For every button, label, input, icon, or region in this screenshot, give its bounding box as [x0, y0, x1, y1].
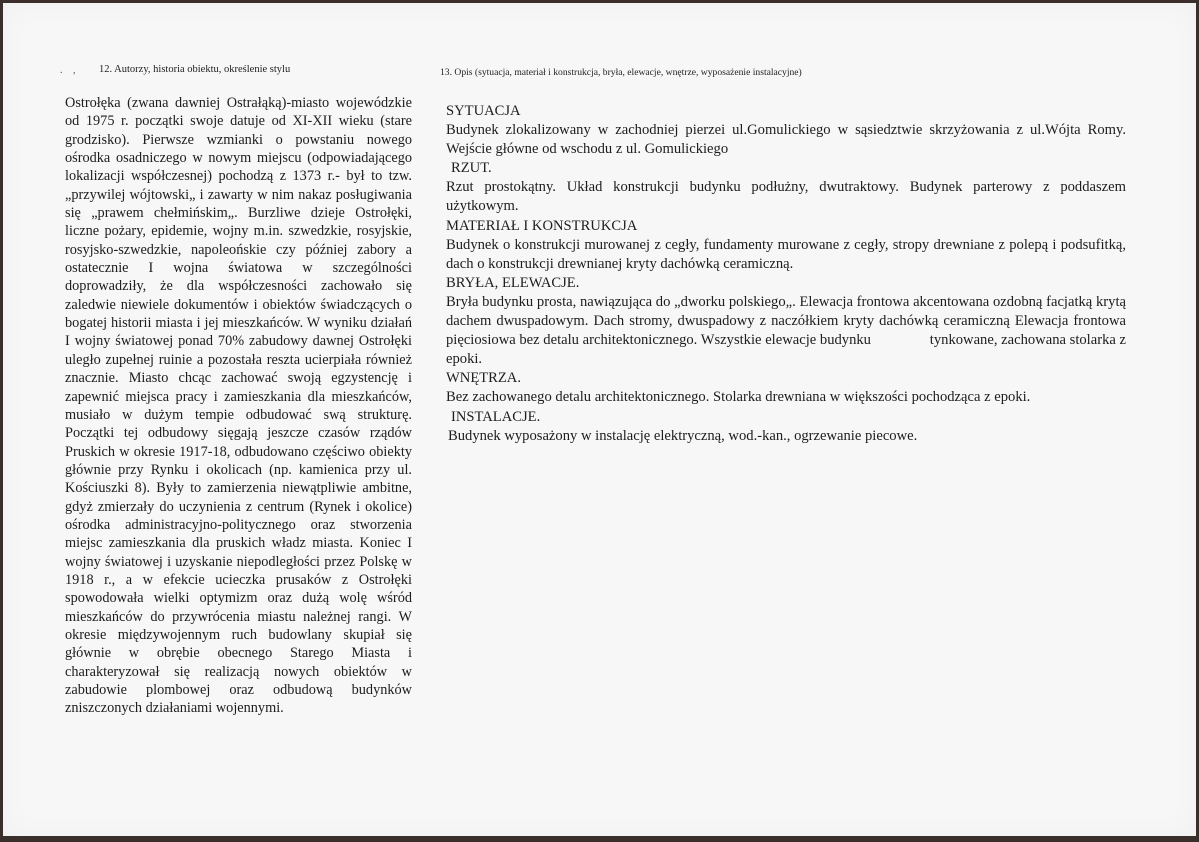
- scan-marks: . ,: [60, 65, 80, 76]
- heading-rzut: RZUT.: [451, 160, 492, 177]
- text-bryla: Bryła budynku prosta, nawiązująca do „dworku polskiego„. Elewacja frontowa akcentowana ozdobną facjatką krytą dachem dwuspadowym. Dach stromy, dwuspadowy z naczółkiem kryty dachówką ceramiczną Elewacja frontowa pięciosiowa bez detalu architektonicznego. Wszystkie elewacje budynku tynkowane, zachowana stolarka z epoki.: [446, 293, 1134, 368]
- scan-bottom-edge: [0, 836, 1199, 842]
- text-sytuacja: Budynek zlokalizowany w zachodniej pierzei ul.Gomulickiego w sąsiedztwie skrzyżowania z ul.Wójta Romy. Wejście główne od wschodu z ul. Gomulickiego: [446, 122, 1126, 158]
- section-13-header: 13. Opis (sytuacja, materiał i konstrukcja, bryła, elewacje, wnętrze, wyposażenie instalacyjne): [440, 67, 802, 78]
- text-instalacje: Budynek wyposażony w instalację elektryczną, wod.-kan., ogrzewanie piecowe.: [448, 427, 918, 444]
- heading-wnetrza: WNĘTRZA.: [446, 370, 521, 387]
- heading-bryla: BRYŁA, ELEWACJE.: [446, 274, 580, 291]
- description-column: [446, 102, 1134, 446]
- heading-material: MATERIAŁ I KONSTRUKCJA: [446, 217, 638, 234]
- section-12-header: 12. Autorzy, historia obiektu, określenie stylu: [99, 64, 291, 75]
- history-column: [65, 94, 412, 718]
- text-wnetrza: Bez zachowanego detalu architektonicznego. Stolarka drewniana w większości pochodząca z epoki.: [446, 389, 1031, 406]
- heading-instalacje: INSTALACJE.: [451, 408, 541, 425]
- history-body: Ostrołęka (zwana dawniej Ostrałąką)-miasto wojewódzkie od 1975 r. początki swoje datuje od XI-XII wieku (stare grodzisko). Pierwsze wzmianki o powstaniu nowego ośrodka osadniczego w nowym miejscu (odpowiadającego lokalizacji współczesnej) pochodzą z 1373 r.- był to tzw.„przywilej wójtowski„ i zawarty w nim nakaz posługiwania się „prawem chełmińskim„. Burzliwe dzieje Ostrołęki, liczne pożary, epidemie, wojny m.in. szwedzkie, rosyjskie, rosyjsko-szwedzkie, napoleońskie czy później zabory a ostatecznie I wojna światowa w szczególności doprowadziły, że dla współczesności zachowało się zaledwie niewiele dokumentów i obiektów świadczących o bogatej historii miasta i jej mieszkańców. W wyniku działań I wojny światowej ponad 70% zabudowy dawnej Ostrołęki uległo zupełnej ruinie a pozostała reszta ucierpiała również znacznie. Miasto chcąc zachować swoją egzystencję i zapewnić miejsca pracy i zamieszkania dla mieszkańców, musiało w dużym tempie odbudować swą strukturę. Początki tej odbudowy sięgają jeszcze czasów rządów Pruskich w okresie 1917-18, odbudowano częściwo obiekty głównie przy Rynku i okolicach (np. kamienica przy ul. Kościuszki 8). Były to zamierzenia niewątpliwie ambitne, gdyż zmierzały do uczynienia z centrum (Rynek i okolice) ośrodka administracyjno-politycznego oraz stworzenia miejsc zamieszkania dla pruskich władz miasta. Koniec I wojny światowej i uzyskanie niepodległości przez Polskę w 1918 r., a w efekcie ucieczka prusaków z Ostrołęki spowodowała wielki optymizm oraz dużą wolę wśród mieszkańców do przywrócenia miastu należnej rangi. W okresie międzywojennym ruch budowlany skupiał się głównie w obrębie obecnego Starego Miasta i charakteryzował się realizacją nowych obiektów w zabudowie plombowej oraz odbudową budynków zniszczonych działaniami wojennymi.: [65, 95, 412, 717]
- heading-sytuacja: SYTUACJA: [446, 103, 521, 119]
- text-material: Budynek o konstrukcji murowanej z cegły, fundamenty murowane z cegły, stropy drewniane z polepą i podsufitką, dach o konstrukcji drewnianej kryty dachówką ceramiczną.: [446, 236, 1126, 272]
- text-rzut: Rzut prostokątny. Układ konstrukcji budynku podłużny, dwutraktowy. Budynek parterowy z poddaszem użytkowym.: [446, 179, 1126, 215]
- scanned-page: [3, 3, 1196, 837]
